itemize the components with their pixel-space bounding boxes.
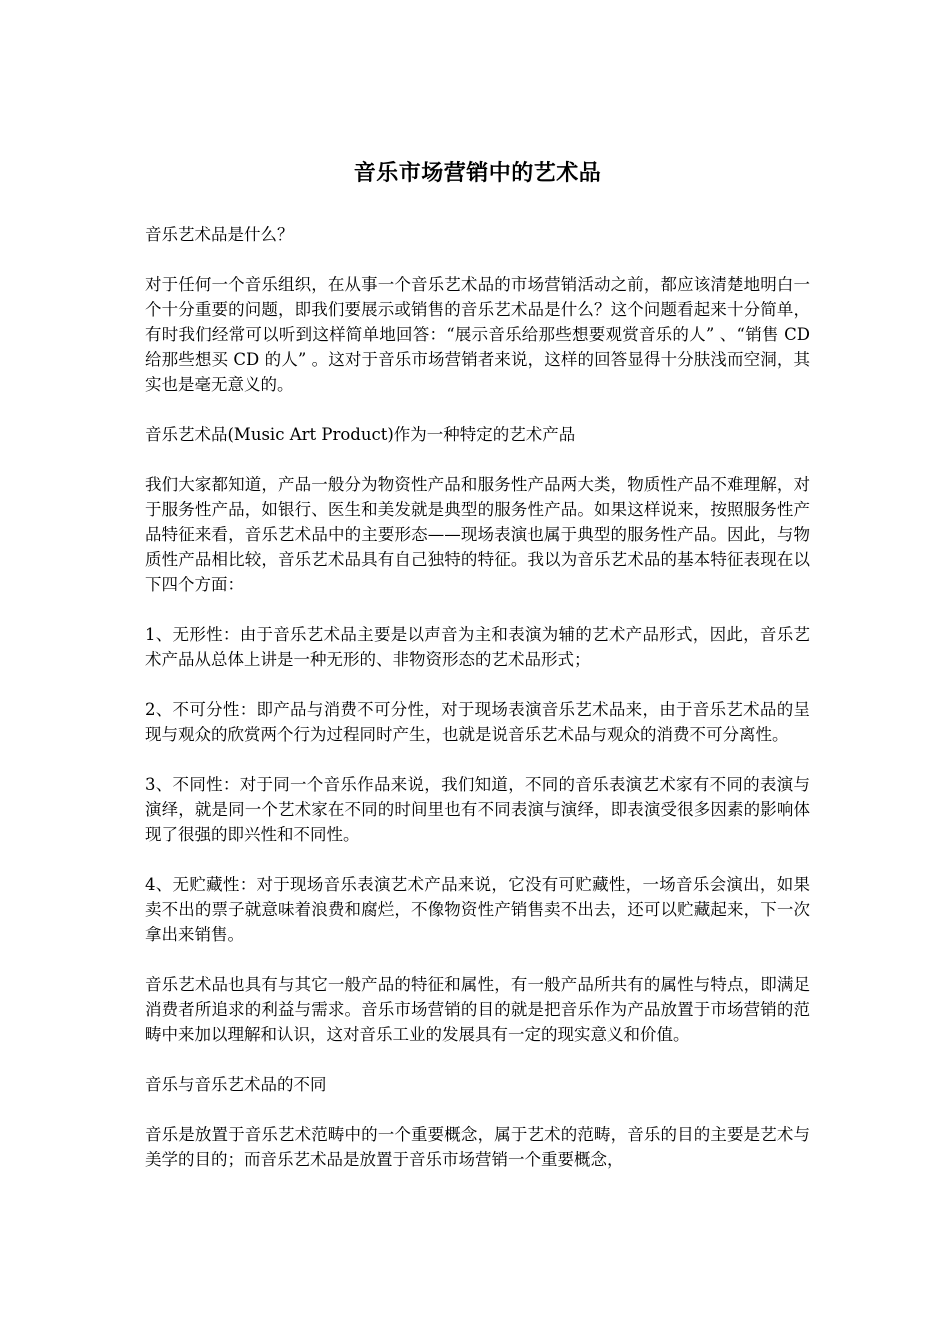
list-item-variability: 3、不同性：对于同一个音乐作品来说，我们知道，不同的音乐表演艺术家有不同的表演与演绎，就是同一个艺术家在不同的时间里也有不同表演与演绎，即表演受很多因素的影响体现了很强的即兴性和不同性。 — [145, 775, 810, 844]
document-page — [145, 158, 810, 1197]
list-item-intangibility: 1、无形性：由于音乐艺术品主要是以声音为主和表演为辅的艺术产品形式，因此，音乐艺术产品从总体上讲是一种无形的、非物资形态的艺术品形式； — [145, 625, 810, 669]
section-heading-music-art-product: 音乐艺术品(Music Art Product)作为一种特定的艺术产品 — [145, 425, 576, 444]
document-title: 音乐市场营销中的艺术品 — [353, 160, 602, 186]
section-heading-what-is-art-product: 音乐艺术品是什么？ — [145, 225, 294, 244]
paragraph-general-attributes: 音乐艺术品也具有与其它一般产品的特征和属性，有一般产品所共有的属性与特点，即满足消费者所追求的利益与需求。音乐市场营销的目的就是把音乐作为产品放置于市场营销的范畴中来加以理解和认识，这对音乐工业的发展具有一定的现实意义和价值。 — [145, 975, 810, 1044]
list-item-inseparability: 2、不可分性：即产品与消费不可分性，对于现场表演音乐艺术品来，由于音乐艺术品的呈现与观众的欣赏两个行为过程同时产生，也就是说音乐艺术品与观众的消费不可分离性。 — [145, 700, 810, 744]
paragraph-product-types: 我们大家都知道，产品一般分为物资性产品和服务性产品两大类，物质性产品不难理解，对于服务性产品，如银行、医生和美发就是典型的服务性产品。如果这样说来，按照服务性产品特征来看，音乐艺术品中的主要形态——现场表演也属于典型的服务性产品。因此，与物质性产品相比较，音乐艺术品具有自己独特的特征。我以为音乐艺术品的基本特征表现在以下四个方面： — [145, 475, 810, 594]
section-heading-music-vs-art-product: 音乐与音乐艺术品的不同 — [145, 1075, 327, 1094]
list-item-perishability: 4、无贮藏性：对于现场音乐表演艺术产品来说，它没有可贮藏性，一场音乐会演出，如果卖不出的票子就意味着浪费和腐烂，不像物资性产销售卖不出去，还可以贮藏起来，下一次拿出来销售。 — [145, 875, 810, 944]
paragraph-music-concept: 音乐是放置于音乐艺术范畴中的一个重要概念，属于艺术的范畴，音乐的目的主要是艺术与美学的目的；而音乐艺术品是放置于音乐市场营销一个重要概念， — [145, 1125, 810, 1169]
paragraph-intro: 对于任何一个音乐组织，在从事一个音乐艺术品的市场营销活动之前，都应该清楚地明白一个十分重要的问题，即我们要展示或销售的音乐艺术品是什么？这个问题看起来十分简单，有时我们经常可以听到这样简单地回答：“展示音乐给那些想要观赏音乐的人” 、“销售 CD 给那些想买 CD 的人” 。这对于音乐市场营销者来说，这样的回答显得十分肤浅而空洞，其实也是毫无意义的。 — [145, 275, 810, 394]
